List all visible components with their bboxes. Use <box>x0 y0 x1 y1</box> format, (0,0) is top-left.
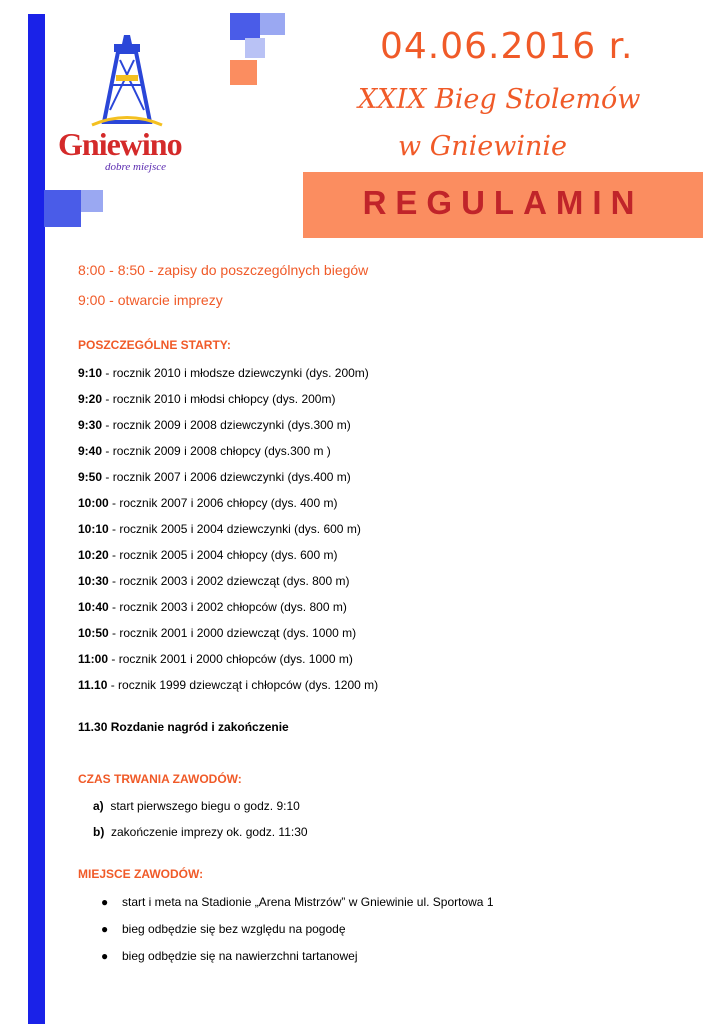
list-item <box>78 366 369 380</box>
logo-tagline: dobre miejsce <box>105 161 166 173</box>
list-item <box>78 418 351 432</box>
venue-item: bieg odbędzie się bez względu na pogodę <box>122 922 346 936</box>
deco-square <box>230 13 260 40</box>
start-time: 11:00 <box>78 652 109 666</box>
list-item <box>78 652 353 666</box>
event-date: 04.06.2016 r. <box>380 26 634 67</box>
venue-item: bieg odbędzie się na nawierzchni tartanowej <box>122 949 358 963</box>
bullet-icon: ● <box>101 922 109 936</box>
start-time: 9:40 <box>78 444 103 458</box>
duration-heading: CZAS TRWANIA ZAWODÓW: <box>78 772 242 786</box>
deco-square <box>260 13 285 35</box>
list-item <box>78 548 337 562</box>
start-time: 9:20 <box>78 392 103 406</box>
list-item <box>78 444 331 458</box>
start-time: 9:30 <box>78 418 103 432</box>
list-item <box>78 600 347 614</box>
deco-square <box>44 190 81 227</box>
list-item <box>78 392 335 406</box>
left-blue-bar <box>28 14 45 1024</box>
list-item <box>78 522 361 536</box>
start-time: 10:30 <box>78 574 109 588</box>
item-label: b) <box>93 825 105 839</box>
start-desc: - rocznik 2010 i młodsi chłopcy (dys. 200m) <box>102 392 336 406</box>
start-desc: - rocznik 1999 dziewcząt i chłopców (dys. 1200 m) <box>107 678 379 692</box>
banner-title: REGULAMIN <box>362 184 644 221</box>
item-text: start pierwszego biegu o godz. 9:10 <box>110 799 300 813</box>
duration-item-a <box>93 799 300 813</box>
venue-item: start i meta na Stadionie „Arena Mistrzów” w Gniewinie ul. Sportowa 1 <box>122 895 494 909</box>
start-desc: - rocznik 2009 i 2008 chłopcy (dys.300 m ) <box>102 444 331 458</box>
start-time: 9:10 <box>78 366 103 380</box>
start-desc: - rocznik 2010 i młodsze dziewczynki (dys. 200m) <box>102 366 369 380</box>
start-desc: - rocznik 2007 i 2006 dziewczynki (dys.400 m) <box>102 470 351 484</box>
start-desc: - rocznik 2009 i 2008 dziewczynki (dys.300 m) <box>102 418 351 432</box>
start-desc: - rocznik 2005 i 2004 dziewczynki (dys. 600 m) <box>108 522 361 536</box>
registration-time: 8:00 - 8:50 - zapisy do poszczególnych biegów <box>78 262 369 278</box>
bullet-icon: ● <box>101 895 109 909</box>
start-time: 10:20 <box>78 548 109 562</box>
start-desc: - rocznik 2001 i 2000 chłopców (dys. 1000 m) <box>108 652 353 666</box>
start-time: 9:50 <box>78 470 103 484</box>
deco-square <box>245 38 265 58</box>
bullet-icon: ● <box>101 949 109 963</box>
list-item <box>78 626 356 640</box>
start-time: 10:50 <box>78 626 109 640</box>
start-desc: - rocznik 2001 i 2000 dziewcząt (dys. 1000 m) <box>108 626 357 640</box>
start-time: 10:00 <box>78 496 109 510</box>
item-text: zakończenie imprezy ok. godz. 11:30 <box>111 825 308 839</box>
list-item <box>78 470 351 484</box>
event-title-line1: XXIX Bieg Stolemów <box>358 84 641 115</box>
logo-name: Gniewino <box>58 126 182 162</box>
duration-item-b <box>93 825 308 839</box>
closing-ceremony: 11.30 Rozdanie nagród i zakończenie <box>78 720 289 734</box>
start-time: 11.10 <box>78 678 108 692</box>
start-time: 10:40 <box>78 600 109 614</box>
start-desc: - rocznik 2003 i 2002 chłopców (dys. 800 m) <box>108 600 347 614</box>
venue-heading: MIEJSCE ZAWODÓW: <box>78 867 204 881</box>
regulamin-banner <box>303 172 703 238</box>
event-title-line2: w Gniewinie <box>398 131 568 162</box>
starts-heading: POSZCZEGÓLNE STARTY: <box>78 338 231 352</box>
start-desc: - rocznik 2003 i 2002 dziewcząt (dys. 800 m) <box>108 574 350 588</box>
start-time: 10:10 <box>78 522 109 536</box>
opening-time: 9:00 - otwarcie imprezy <box>78 292 223 308</box>
item-label: a) <box>93 799 104 813</box>
list-item <box>78 678 378 692</box>
deco-square <box>230 60 257 85</box>
list-item <box>78 574 349 588</box>
start-desc: - rocznik 2005 i 2004 chłopcy (dys. 600 m) <box>108 548 338 562</box>
start-desc: - rocznik 2007 i 2006 chłopcy (dys. 400 m) <box>108 496 338 510</box>
list-item <box>78 496 337 510</box>
deco-square <box>81 190 103 212</box>
